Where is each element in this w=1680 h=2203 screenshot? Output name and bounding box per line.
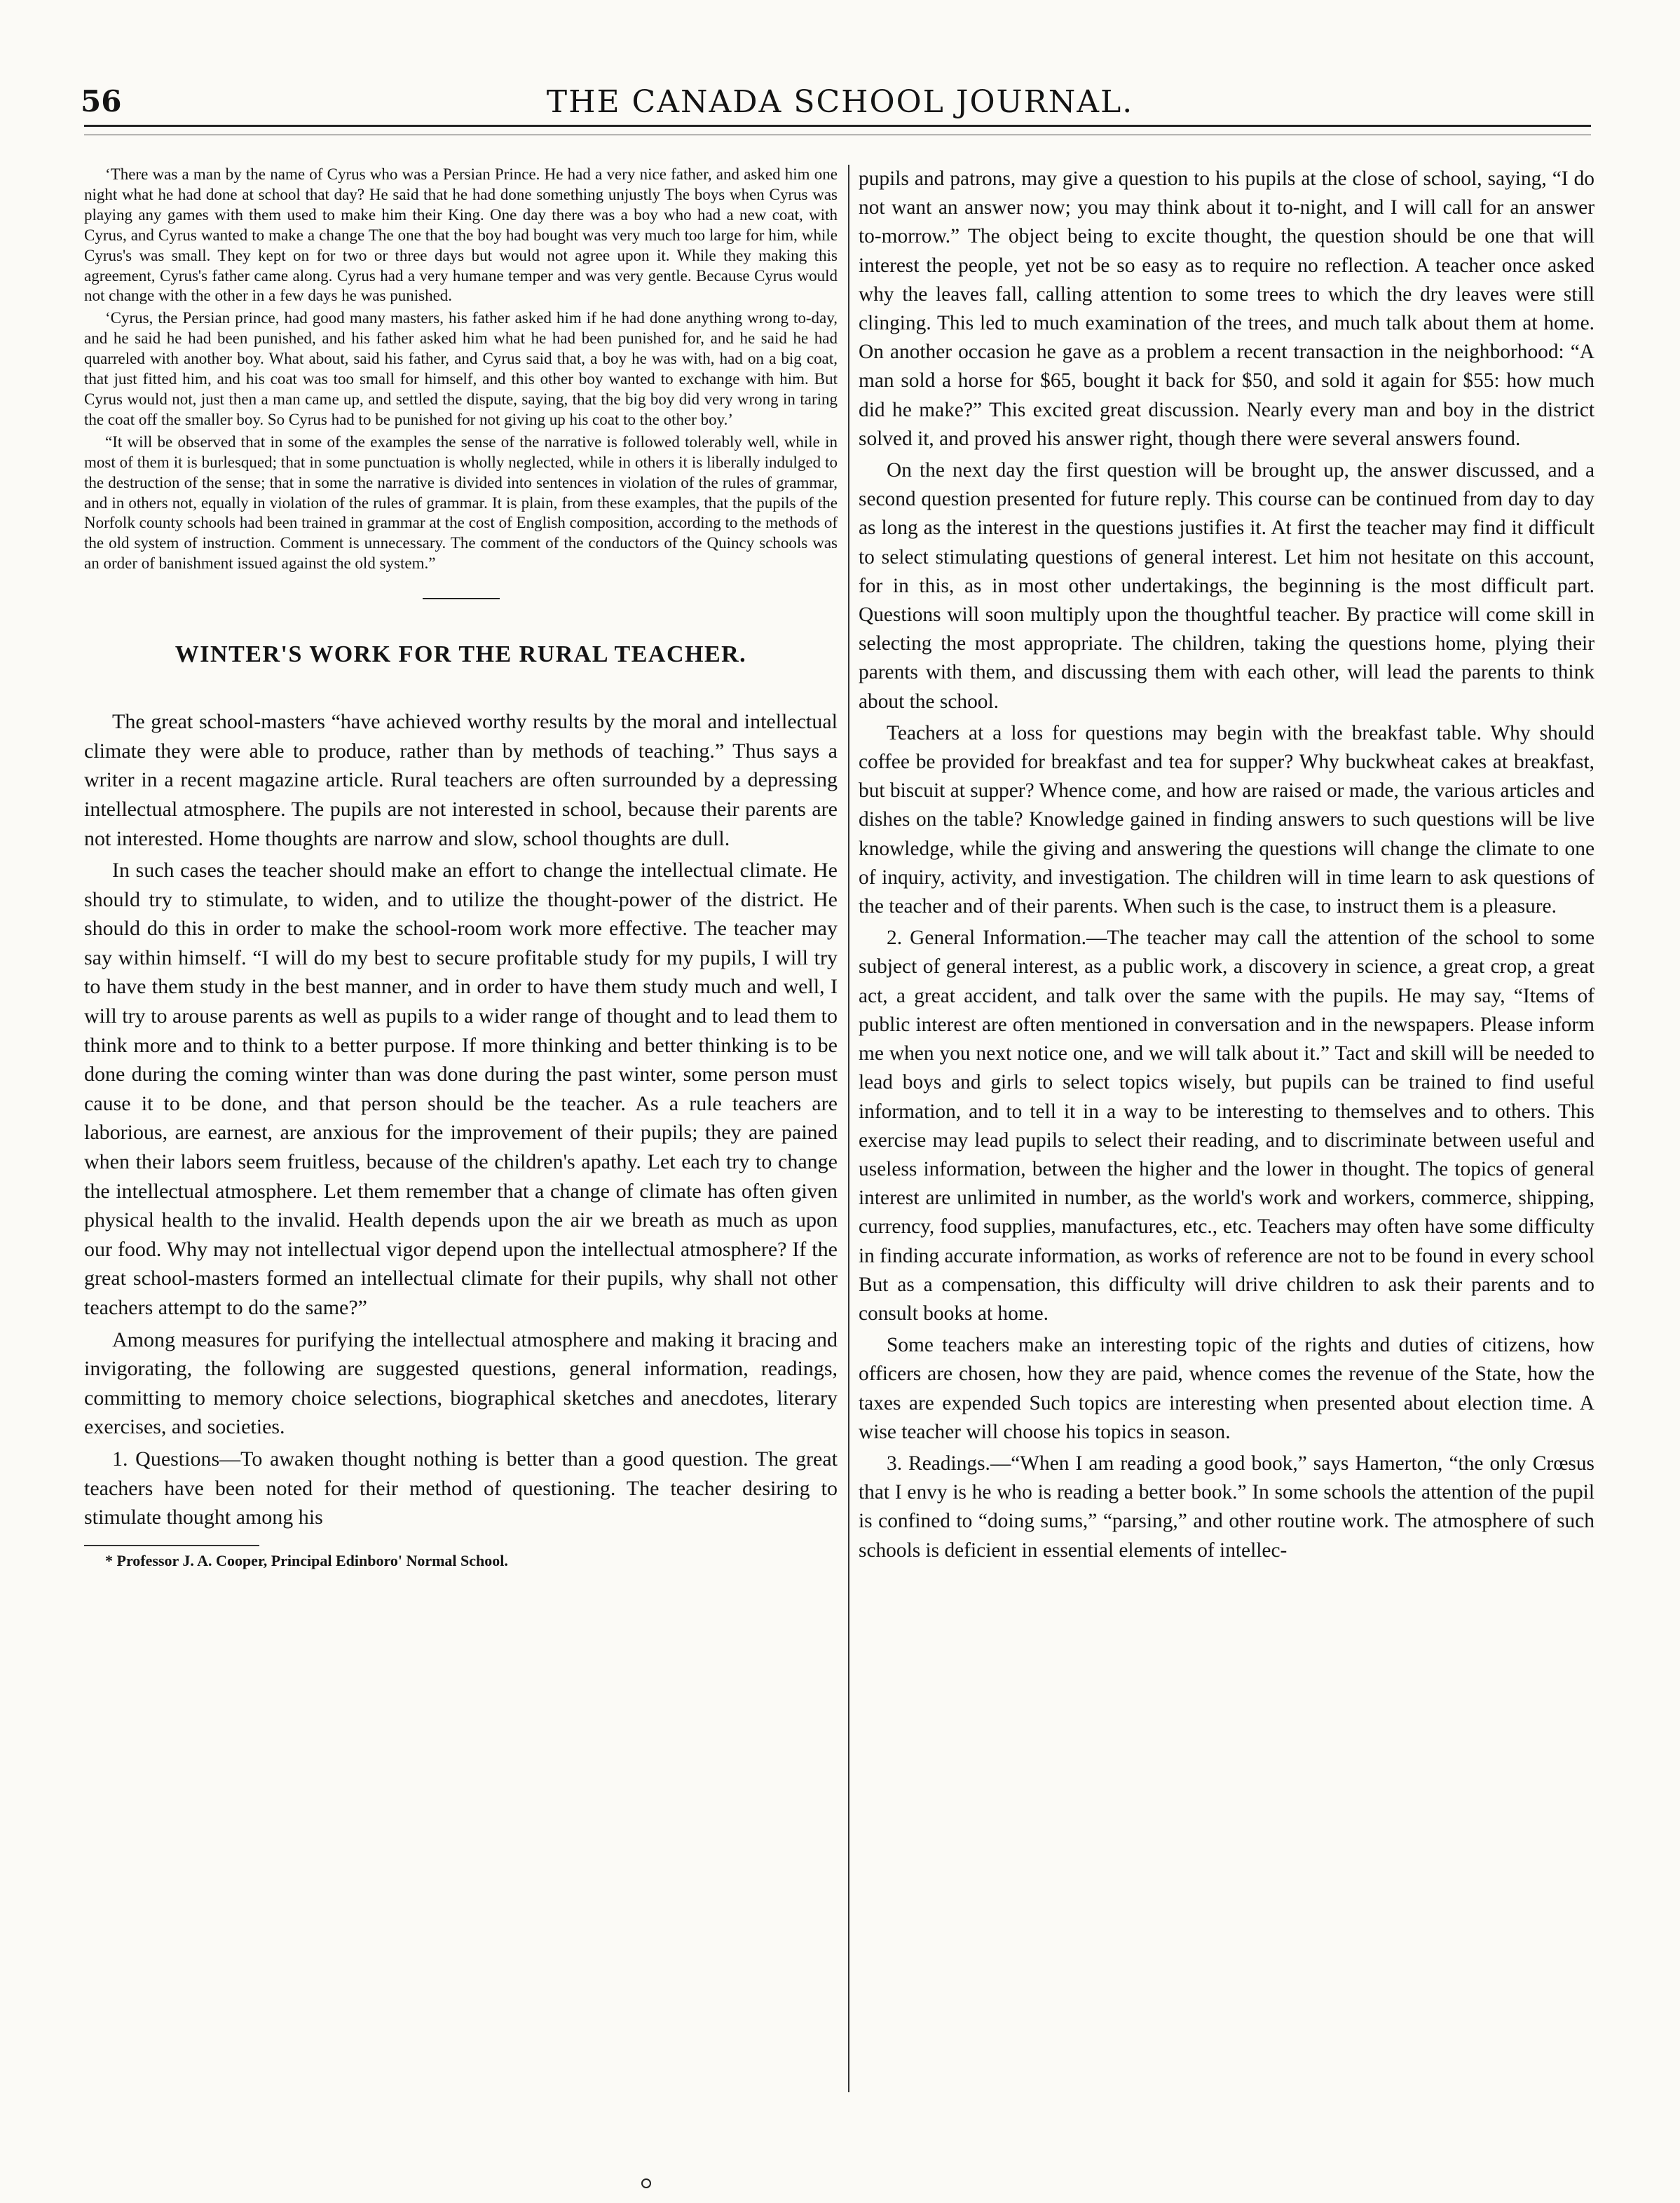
quoted-paragraph: “It will be observed that in some of the examples the sense of the narrative is followed tolerably well, while in most of them it is burlesqued; that in some punctuation is wholly neglected, while in others it is liberally indulged to the destruction of the sense; that in some the narrative is divided into sentences in violation of the rules of grammar, and in others not, equally in violation of the rules of grammar. It is plain, from these examples, that the pupils of the Norfolk county schools had been trained in grammar at the cost of English composition, according to the methods of the old system of instruction. Comment is unnecessary. The comment of the conductors of the Quincy schools was an order of banishment issued against the old system.”: [84, 432, 838, 573]
quoted-paragraph: ‘There was a man by the name of Cyrus who was a Persian Prince. He had a very nice father, and asked him one night what he had done at school that day? He said that he had done something unjustly The boys when Cyrus was playing any games with them used to make him their King. One day there was a boy who had a new coat, with Cyrus, and Cyrus wanted to make a change The one that the boy had bought was very much too large for him, while Cyrus's was small. They kept on for two or three days but would not agree upon it. While they making this agreement, Cyrus's father came along. Cyrus had a very humane temper and was very gentle. Because Cyrus would not change with the other in a few days he was punished.: [84, 165, 838, 305]
article-paragraph: Teachers at a loss for questions may begin with the breakfast table. Why should coffee be provided for breakfast and tea for supper? Why buckwheat cakes at breakfast, but biscuit at supper? Whence come, and how are raised or made, the various articles and dishes on the table? Knowledge gained in finding answers to such questions will be live knowledge, while the giving and answering the questions will change the climate to one of inquiry, activity, and investigation. The children will in time learn to ask questions of the teacher and of their parents. When such is the case, to instruct them is a pleasure.: [859, 721, 1594, 918]
page-number: 56: [81, 84, 122, 118]
running-head: [0, 84, 1680, 126]
section-divider: [423, 598, 500, 599]
article-paragraph: 2. General Information.—The teacher may call the attention of the school to some subject of general interest, as a public work, a discovery in science, a great crop, a great act, a great accident, and talk over the same with the pupils. He may say, “Items of public interest are often mentioned in conversation and in the newspapers. Please inform me when you next notice one, and we will talk about it.” Tact and skill will be needed to lead boys and girls to select topics wisely, but pupils can be trained to find useful information, and to tell it in a way to be interesting to themselves and to others. This exercise may lead pupils to select their reading, and to discriminate between useful and useless information, between the higher and the lower in thought. The topics of general interest are unlimited in number, as the world's work and workers, commerce, shipping, currency, food supplies, manufactures, etc., etc. Teachers may often have some difficulty in finding accurate information, as works of reference are not to be found in every school But as a compensation, this difficulty will drive children to ask their parents and to consult books at home.: [859, 927, 1594, 1325]
column-divider: [848, 165, 849, 2092]
article-paragraph: On the next day the first question will be brought up, the answer discussed, and a second question presented for future reply. This course can be continued from day to day as long as the interest in the questions justifies it. At first the teacher may find it difficult to select stimulating questions of general interest. Let him not hesitate on this account, for in this, as in most other undertakings, the beginning is the most difficult part. Questions will soon multiply upon the thoughtful teacher. By practice will come skill in selecting the most appropriate. The children, taking the questions home, plying their parents with them, and discussing them with each other, will lead the parents to think about the school.: [859, 459, 1594, 713]
footnote-rule: [84, 1545, 259, 1546]
left-column: [84, 165, 838, 1570]
article-paragraph: Some teachers make an interesting topic of the rights and duties of citizens, how officers are chosen, how they are paid, whence comes the revenue of the State, how the taxes are expended Such topics are interesting when presented about election time. A wise teacher will choose his topics in season.: [859, 1334, 1594, 1443]
article-paragraph: 3. Readings.—“When I am reading a good book,” says Hamerton, “the only Crœsus that I envy is he who is reading a better book.” In some schools the attention of the pupil is confined to “doing sums,” “parsing,” and other routine work. The atmosphere of such schools is deficient in essential elements of intellec-: [859, 1452, 1594, 1562]
article-heading: WINTER'S WORK FOR THE RURAL TEACHER.: [175, 641, 747, 668]
right-column: [859, 165, 1594, 1565]
footnote: * Professor J. A. Cooper, Principal Edinboro' Normal School.: [105, 1551, 508, 1569]
journal-title: THE CANADA SCHOOL JOURNAL.: [546, 84, 1134, 120]
quoted-paragraph: ‘Cyrus, the Persian prince, had good many masters, his father asked him if he had done anything wrong to-day, and he said he had been punished, and his father asked him what he had been punished for, and he said he had quarreled with another boy. What about, said his father, and Cyrus said that, a boy he was with, had on a big coat, that just fitted him, and his coat was too small for himself, and this other boy wanted to exchange with him. But Cyrus would not, just then a man came up, and settled the dispute, saying, that the big boy did very wrong in taring the coat off the smaller boy. So Cyrus had to be punished for not giving up his coat to the other boy.’: [84, 309, 838, 428]
article-paragraph: 1. Questions—To awaken thought nothing is better than a good question. The great teachers have been noted for their method of questioning. The teacher desiring to stimulate thought among his: [84, 1447, 838, 1529]
article-paragraph: Among measures for purifying the intellectual atmosphere and making it bracing and invigorating, the following are suggested questions, general information, readings, committing to memory choice selections, biographical sketches and anecdotes, literary exercises, and societies.: [84, 1328, 838, 1439]
article-paragraph: The great school-masters “have achieved worthy results by the moral and intellectual climate they were able to produce, rather than by methods of teaching.” Thus says a writer in a recent magazine article. Rural teachers are often surrounded by a depressing intellectual atmosphere. The pupils are not interested in school, because their parents are not interested. Home thoughts are narrow and slow, school thoughts are dull.: [84, 710, 838, 850]
header-rule: [84, 125, 1591, 127]
printer-mark: [641, 2178, 651, 2188]
article-paragraph: In such cases the teacher should make an effort to change the intellectual climate. He should try to stimulate, to widen, and to utilize the thought-power of the district. He should do this in order to make the school-room work more effective. The teacher may say within himself. “I will do my best to secure profitable study for my pupils, I will try to have them study in the best manner, and in order to have them study much and well, I will try to arouse parents as well as pupils to a wider range of thought and to lead them to think more and to think to a better purpose. If more thinking and better thinking is to be done during the coming winter than was done during the past winter, some person must cause it to be done, and that person should be the teacher. As a rule teachers are laborious, are earnest, are anxious for the improvement of their pupils; they are pained when their labors seem fruitless, because of the children's apathy. Let each try to change the intellectual atmosphere. Let them remember that a change of climate has often given physical health to the invalid. Health depends upon the air we breath as much as upon our food. Why may not intellectual vigor depend upon the intellectual atmosphere? If the great school-masters formed an intellectual climate for their pupils, why shall not other teachers attempt to do the same?”: [84, 859, 838, 1319]
article-paragraph: pupils and patrons, may give a question to his pupils at the close of school, saying, “I do not want an answer now; you may think about it to-night, and I will call for an answer to-morrow.” The object being to excite thought, the question should be one that will interest the people, yet not be so easy as to require no reflection. A teacher once asked why the leaves fall, calling attention to some trees to which the dry leaves were still clinging. This led to much examination of the trees, and much talk about them at home. On another occasion he gave as a problem a recent transaction in the neighborhood: “A man sold a horse for $65, bought it back for $50, and sold it again for $55: how much did he make?” This excited great discussion. Nearly every man and boy in the district solved it, and proved his answer right, though there were several answers found.: [859, 168, 1594, 450]
